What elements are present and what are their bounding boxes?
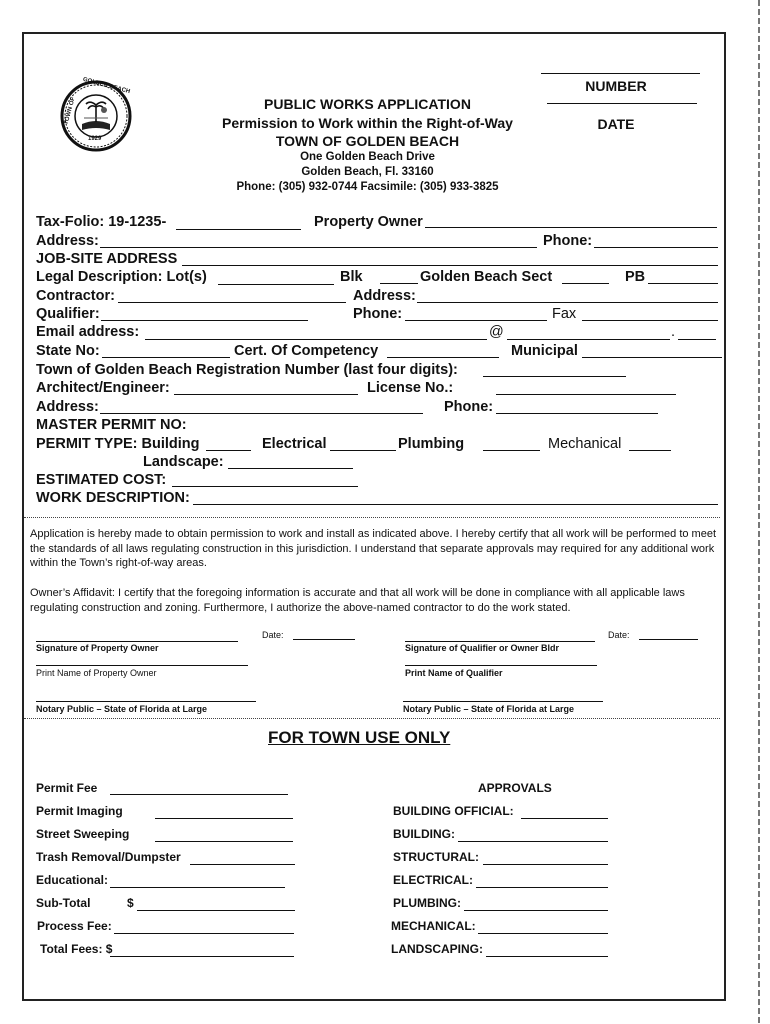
job-site-field[interactable] [182, 265, 718, 266]
electrical-field[interactable] [330, 450, 396, 451]
qualifier-date-field[interactable] [639, 639, 698, 640]
town-use-divider [24, 718, 720, 719]
qualifier-print-label: Print Name of Qualifier [405, 668, 503, 678]
approval-mechanical-field[interactable] [478, 933, 608, 934]
plumbing-label: Plumbing [398, 436, 465, 452]
approval-building-label: BUILDING: [393, 827, 455, 841]
owner-date-label: Date: [262, 630, 284, 640]
application-statement: Application is hereby made to obtain permission to work and install as indicated above. I hereby certify that all work will be performed to meet the standards of all laws regulating construction in this jurisdiction. I understand that separate approvals may required for any additional work within the Town’s right-of-way areas. [30, 528, 717, 569]
permit-imaging-label: Permit Imaging [36, 804, 123, 818]
permit-imaging-field[interactable] [155, 818, 293, 819]
qualifier-field[interactable] [101, 320, 308, 321]
qualifier-signature-field[interactable] [405, 641, 595, 642]
approval-landscaping-label: LANDSCAPING: [391, 942, 483, 956]
page-title: PUBLIC WORKS APPLICATION [264, 96, 471, 112]
number-line-top [541, 73, 700, 74]
page-subtitle: Permission to Work within the Right-of-Way [222, 115, 513, 131]
qualifier-print-field[interactable] [405, 665, 597, 666]
qualifier-phone-label: Phone: [353, 306, 403, 322]
property-owner-field[interactable] [425, 227, 717, 228]
trash-removal-field[interactable] [190, 864, 295, 865]
state-no-label: State No: [36, 343, 100, 359]
tax-folio-label: Tax-Folio: 19-1235- [36, 214, 167, 230]
process-fee-field[interactable] [114, 933, 294, 934]
seal-year: 1929 [88, 136, 102, 142]
work-description-field[interactable] [193, 504, 718, 505]
phone-fax: Phone: (305) 932-0744 Facsimile: (305) 933-3825 [236, 181, 499, 193]
blk-field[interactable] [380, 283, 418, 284]
page-edge [758, 0, 760, 1024]
email-domain-field[interactable] [507, 339, 670, 340]
trash-removal-label: Trash Removal/Dumpster [36, 850, 181, 864]
work-description-label: WORK DESCRIPTION: [36, 490, 190, 506]
contractor-field[interactable] [118, 302, 346, 303]
golden-beach-sect-label: Golden Beach Sect [420, 269, 553, 285]
registration-field[interactable] [483, 376, 626, 377]
email-tld-field[interactable] [678, 339, 716, 340]
permit-type-label: PERMIT TYPE: Building [36, 436, 200, 452]
legal-description-label: Legal Description: Lot(s) [36, 269, 207, 285]
cert-field[interactable] [387, 357, 499, 358]
approval-building-field[interactable] [458, 841, 608, 842]
phone2-label: Phone: [444, 399, 494, 415]
owner-print-label: Print Name of Property Owner [36, 668, 157, 678]
master-permit-label: MASTER PERMIT NO: [36, 417, 187, 433]
date-label: DATE [597, 116, 635, 132]
building-field[interactable] [206, 450, 251, 451]
municipal-label: Municipal [511, 343, 578, 359]
educational-field[interactable] [110, 887, 285, 888]
sub-total-label: Sub-Total [36, 896, 91, 910]
license-label: License No.: [367, 380, 454, 396]
number-label: NUMBER [585, 78, 647, 94]
qualifier-notary-label: Notary Public – State of Florida at Large [403, 704, 575, 714]
approval-plumbing-label: PLUMBING: [393, 896, 461, 910]
cert-label: Cert. Of Competency [234, 343, 379, 359]
town-name: TOWN OF GOLDEN BEACH [275, 133, 460, 149]
permit-fee-field[interactable] [110, 794, 288, 795]
approval-structural-label: STRUCTURAL: [393, 850, 479, 864]
fax-label: Fax [552, 306, 577, 322]
contractor-address-label: Address: [353, 288, 416, 304]
educational-label: Educational: [36, 873, 109, 887]
approval-structural-field[interactable] [483, 864, 608, 865]
phone-field[interactable] [594, 247, 718, 248]
qualifier-notary-field[interactable] [403, 701, 603, 702]
fax-field[interactable] [582, 320, 718, 321]
owners-affidavit: Owner’s Affidavit: I certify that the foregoing information is accurate and that all work will be done in compliance with all applicable laws regulating construction and zoning. Furthermore, I authorize the above-named contractor to do the work stated. [30, 587, 685, 614]
permit-fee-label: Permit Fee [36, 781, 98, 795]
municipal-field[interactable] [582, 357, 722, 358]
phone2-field[interactable] [496, 413, 658, 414]
state-no-field[interactable] [102, 357, 230, 358]
owner-date-field[interactable] [293, 639, 355, 640]
job-site-label: JOB-SITE ADDRESS [36, 251, 178, 267]
qualifier-signature-label: Signature of Qualifier or Owner Bldr [405, 643, 560, 653]
architect-label: Architect/Engineer: [36, 380, 170, 396]
approval-landscaping-field[interactable] [486, 956, 608, 957]
qualifier-phone-field[interactable] [405, 320, 547, 321]
phone-label: Phone: [543, 233, 593, 249]
landscape-field[interactable] [228, 468, 353, 469]
address-label: Address: [36, 233, 99, 249]
section-divider [24, 517, 720, 518]
sect-field[interactable] [562, 283, 609, 284]
owner-print-field[interactable] [36, 665, 248, 666]
estimated-cost-label: ESTIMATED COST: [36, 472, 167, 488]
lots-field[interactable] [218, 284, 334, 285]
registration-label: Town of Golden Beach Registration Number (last four digits): [36, 362, 458, 378]
seal-top-text: GOLDEN BEACH [82, 76, 131, 96]
estimated-cost-field[interactable] [172, 486, 358, 487]
approval-building-official-label: BUILDING OFFICIAL: [393, 804, 514, 818]
email-dot: . [671, 324, 676, 340]
email-user-field[interactable] [145, 339, 487, 340]
owner-notary-label: Notary Public – State of Florida at Large [36, 704, 208, 714]
mechanical-field[interactable] [629, 450, 671, 451]
qualifier-label: Qualifier: [36, 306, 100, 322]
total-fees-field[interactable] [110, 956, 294, 957]
approval-mechanical-label: MECHANICAL: [391, 919, 476, 933]
owner-notary-field[interactable] [36, 701, 256, 702]
approval-plumbing-field[interactable] [464, 910, 608, 911]
landscape-label: Landscape: [143, 454, 224, 470]
license-field[interactable] [496, 394, 676, 395]
approvals-heading: APPROVALS [478, 781, 552, 795]
blk-label: Blk [340, 269, 363, 285]
contractor-label: Contractor: [36, 288, 115, 304]
mechanical-label: Mechanical [548, 436, 622, 452]
address-field[interactable] [100, 247, 537, 248]
street-sweeping-label: Street Sweeping [36, 827, 130, 841]
plumbing-field[interactable] [483, 450, 540, 451]
address2-label: Address: [36, 399, 99, 415]
contractor-address-field[interactable] [417, 302, 718, 303]
owner-signature-field[interactable] [36, 641, 238, 642]
address-line-1: One Golden Beach Drive [300, 151, 435, 163]
sub-total-dollar: $ [127, 896, 134, 910]
address-line-2: Golden Beach, Fl. 33160 [301, 166, 434, 178]
approval-electrical-field[interactable] [476, 887, 608, 888]
architect-field[interactable] [174, 394, 358, 395]
street-sweeping-field[interactable] [155, 841, 293, 842]
email-label: Email address: [36, 324, 140, 340]
town-use-heading: FOR TOWN USE ONLY [268, 728, 451, 747]
approval-building-official-field[interactable] [521, 818, 608, 819]
pb-field[interactable] [648, 283, 718, 284]
pb-label: PB [625, 269, 646, 285]
address2-field[interactable] [100, 413, 423, 414]
seal-left-text: TOWN OF [63, 96, 77, 126]
tax-folio-field[interactable] [176, 229, 301, 230]
property-owner-label: Property Owner [314, 214, 423, 230]
approval-electrical-label: ELECTRICAL: [393, 873, 473, 887]
electrical-label: Electrical [262, 436, 327, 452]
owner-signature-label: Signature of Property Owner [36, 643, 159, 653]
qualifier-date-label: Date: [608, 630, 630, 640]
process-fee-label: Process Fee: [37, 919, 112, 933]
email-at-symbol: @ [489, 324, 504, 340]
sub-total-field[interactable] [137, 910, 295, 911]
total-fees-label: Total Fees: $ [40, 942, 113, 956]
number-field[interactable] [547, 103, 697, 104]
